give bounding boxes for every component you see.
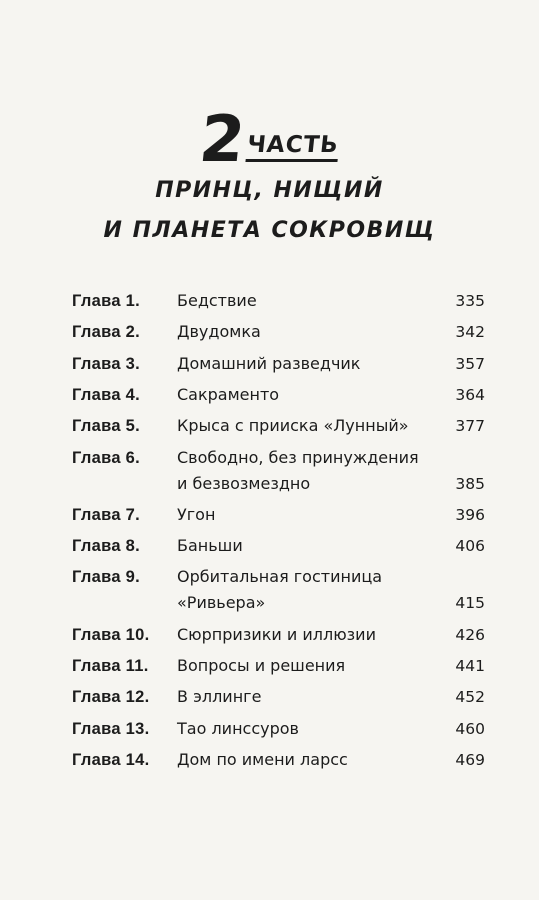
chapter-title <box>177 684 427 710</box>
chapter-page-number: 364 <box>455 385 485 404</box>
toc-entry <box>0 288 539 314</box>
chapter-title <box>177 288 427 314</box>
chapter-page-number: 377 <box>455 417 485 436</box>
toc-entry <box>0 684 539 710</box>
part-heading <box>0 103 539 177</box>
toc-entry <box>0 413 539 439</box>
chapter-label: Глава 3. <box>72 354 141 373</box>
chapter-title-line: Сакраменто <box>177 384 280 404</box>
toc-entry <box>0 564 539 616</box>
chapter-label: Глава 6. <box>72 448 141 467</box>
chapter-title-line: Домашний разведчик <box>177 353 361 373</box>
chapter-title <box>177 319 427 345</box>
chapter-page-number: 469 <box>455 750 485 769</box>
chapter-title <box>177 564 427 616</box>
toc-entry <box>0 747 539 773</box>
toc-entry <box>0 716 539 742</box>
chapter-title-line: Вопросы и решения <box>177 656 346 675</box>
part-word: ЧАСТЬ <box>245 132 340 162</box>
chapter-label: Глава 7. <box>72 505 141 524</box>
toc-entry <box>0 382 539 408</box>
chapter-title <box>177 382 427 408</box>
chapter-title <box>177 413 427 439</box>
chapter-page-number: 342 <box>455 323 485 342</box>
chapter-title-line: Бедствие <box>177 291 257 310</box>
chapter-label: Глава 5. <box>72 417 141 436</box>
chapter-title <box>177 502 427 528</box>
chapter-page-number: 441 <box>455 657 485 675</box>
chapter-label: Глава 2. <box>72 323 141 342</box>
chapter-title-line: В эллинге <box>177 687 262 707</box>
chapter-title-line: Тао линссуров <box>177 718 299 738</box>
chapter-page-number: 396 <box>455 505 485 524</box>
chapter-title-line: Дом по имени ларсс <box>177 749 348 769</box>
chapter-label: Глава 1. <box>72 292 141 310</box>
toc-entry <box>0 319 539 345</box>
chapter-page-number: 335 <box>455 292 485 310</box>
chapter-title-line: Крыса с прииска «Лунный» <box>177 416 409 436</box>
chapter-label: Глава 12. <box>72 688 150 707</box>
chapter-title <box>177 351 427 377</box>
chapter-label: Глава 9. <box>72 568 141 587</box>
toc-entry <box>0 622 539 648</box>
chapter-label: Глава 14. <box>72 750 150 769</box>
chapter-page-number: 406 <box>455 537 485 556</box>
chapter-page-number: 385 <box>455 474 485 493</box>
toc-entry <box>0 445 539 497</box>
toc-entry <box>0 502 539 528</box>
chapter-label: Глава 8. <box>72 537 141 556</box>
chapter-title-line: Угон <box>177 504 216 524</box>
chapter-title-line: Сюрпризики и иллюзии <box>177 624 376 644</box>
chapter-title-line: Свободно, без принуждения <box>177 447 419 467</box>
toc-entry <box>0 533 539 559</box>
chapter-title <box>177 445 427 497</box>
chapter-title <box>177 622 427 648</box>
toc-entry <box>0 653 539 679</box>
chapter-title <box>177 716 427 742</box>
chapter-label: Глава 11. <box>72 657 149 675</box>
chapter-title-line: «Ривьера» <box>177 593 266 613</box>
chapter-title-line: Двудомка <box>177 322 261 342</box>
chapter-title-line: и безвозмездно <box>177 473 311 493</box>
chapter-page-number: 452 <box>455 688 485 707</box>
chapter-page-number: 415 <box>455 594 485 613</box>
chapter-title <box>177 533 427 559</box>
chapter-title-line: Орбитальная гостиница <box>177 567 383 587</box>
chapter-label: Глава 4. <box>72 385 141 404</box>
chapter-title <box>177 747 427 773</box>
chapter-title-line: Баньши <box>177 536 243 556</box>
part-title-line-1: ПРИНЦ, НИЩИЙ <box>155 178 384 203</box>
part-number: 2 <box>196 103 249 177</box>
chapter-page-number: 460 <box>455 719 485 738</box>
chapter-label: Глава 13. <box>72 719 150 738</box>
chapter-page-number: 357 <box>455 354 485 373</box>
chapter-label: Глава 10. <box>72 625 150 644</box>
chapter-page-number: 426 <box>455 625 485 644</box>
part-title-line-2: И ПЛАНЕТА СОКРОВИЩ <box>103 218 436 243</box>
toc-entry <box>0 351 539 377</box>
chapter-title <box>177 653 427 679</box>
